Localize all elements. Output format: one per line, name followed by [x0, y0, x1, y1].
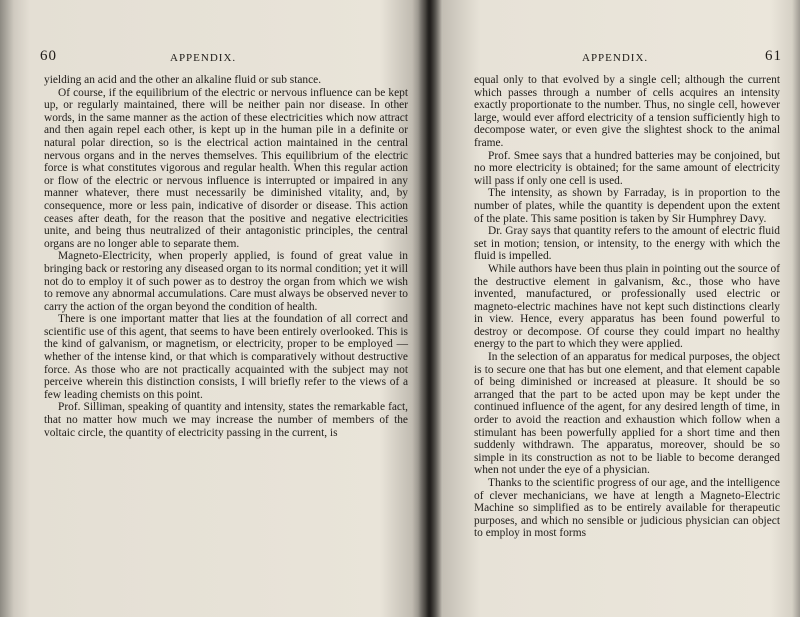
paragraph: yielding an acid and the other an alkaline fluid or sub stance. — [44, 74, 322, 86]
paragraph: Of course, if the equilibrium of the electric or nervous influence can be kept up, or regularly maintained, there will be neither pain nor disease. In other words, in the same manner as the action of these electricities which now attract and then again repel each other, is kept up in the human pile in a definite or natural polar direction, so is the electrical action maintained in the central nervous organs and in the nerves themselves. This equilibrium of the electric force is what constitutes vigorous and regular health. When this regular action or flow of the electric or nervous influence is interrupted or impaired in any manner whatever, there must necessarily be diminished vitality, and, by consequence, more or less pain, indicative of disorder or disease. This action ceases after death, for the reason that the positive and negative electricities unite, and being thus neutralized of their antagonistic principles, the central organs are no longer able to separate them. — [44, 86, 408, 250]
running-head: APPENDIX. — [170, 52, 237, 64]
paragraph: Magneto-Electricity, when properly applied, is found of great value in bringing back or restoring any diseased organ to its normal condition; yet it will not do to employ it of such power as to destroy the organ from which we wish to remove any abnormal accumulations. Care must always be observed never to carry the action of the organ beyond the condition of health. — [44, 250, 408, 313]
paragraph: The intensity, as shown by Farraday, is in proportion to the number of plates, while the quantity is dependent upon the extent of the plate. This same position is taken by Sir Humphrey Davy. — [474, 187, 780, 225]
paragraph: Thanks to the scientific progress of our age, and the intelligence of clever mechanicians, we have at length a Magneto-Electric Machine so simplified as to be entirely available for therapeutic purposes, and which no sensible or judicious physician can object to employ in most forms — [474, 477, 780, 540]
page-number: 60 — [40, 48, 57, 64]
page-number: 61 — [765, 48, 782, 64]
left-page — [30, 0, 415, 617]
right-page-body — [474, 74, 780, 540]
left-page-header — [30, 48, 415, 68]
paragraph: There is one important matter that lies at the foundation of all correct and scientific use of this agent, that seems to have been entirely overlooked. This is the kind of galvanism, or magnetism, or electricity, proper to be employed — whether of the intense kind, or that which is comparatively without destructive force. As those who are not practically acquainted with the subject may not perceive wherein this distinction consists, I will briefly refer to the views of a few leading chemists on this point. — [44, 313, 408, 401]
paragraph: Dr. Gray says that quantity refers to the amount of electric fluid set in motion; tension, or intensity, to the energy with which the fluid is impelled. — [474, 225, 780, 263]
paragraph: Prof. Smee says that a hundred batteries may be conjoined, but no more electricity is obtained; for the same amount of electricity will pass if only one cell is used. — [474, 149, 780, 187]
left-page-body — [44, 74, 408, 439]
paragraph: equal only to that evolved by a single cell; although the current which passes through a number of cells acquires an intensity exactly proportionate to the number. Thus, no single cell, however large, would ever afford electricity of a tension sufficiently high to decompose water, or even give the slightest shock to the animal frame. — [474, 74, 780, 149]
book-gutter — [412, 0, 442, 617]
right-page — [452, 0, 788, 617]
paragraph: In the selection of an apparatus for medical purposes, the object is to secure one that has but one element, and that element capable of being diminished or increased at pleasure. It should be so arranged that the part to be acted upon may be kept under the continued influence of the agent, for any desired length of time, in order to avoid the reaction and exhaustion which follow when a stimulant has been powerfully applied for a short time and then suddenly withdrawn. The apparatus, moreover, should be so simple in its construction as not to be liable to become deranged when not under the eye of a physician. — [474, 351, 780, 477]
paragraph: Prof. Silliman, speaking of quantity and intensity, states the remarkable fact, that no matter how much we may increase the number of members of the voltaic circle, the quantity of electricity passing in the current, is — [44, 401, 408, 439]
right-page-header — [452, 48, 788, 68]
paragraph: While authors have been thus plain in pointing out the source of the destructive element in galvanism, &c., those who have invented, manufactured, or professionally used electric or magneto-electric machines have not kept such distinctions clearly in view. Hence, every apparatus has been found powerful to destroy or decompose. Of course they could impart no healthy energy to the part to which they were applied. — [474, 262, 780, 351]
running-head: APPENDIX. — [582, 52, 649, 64]
